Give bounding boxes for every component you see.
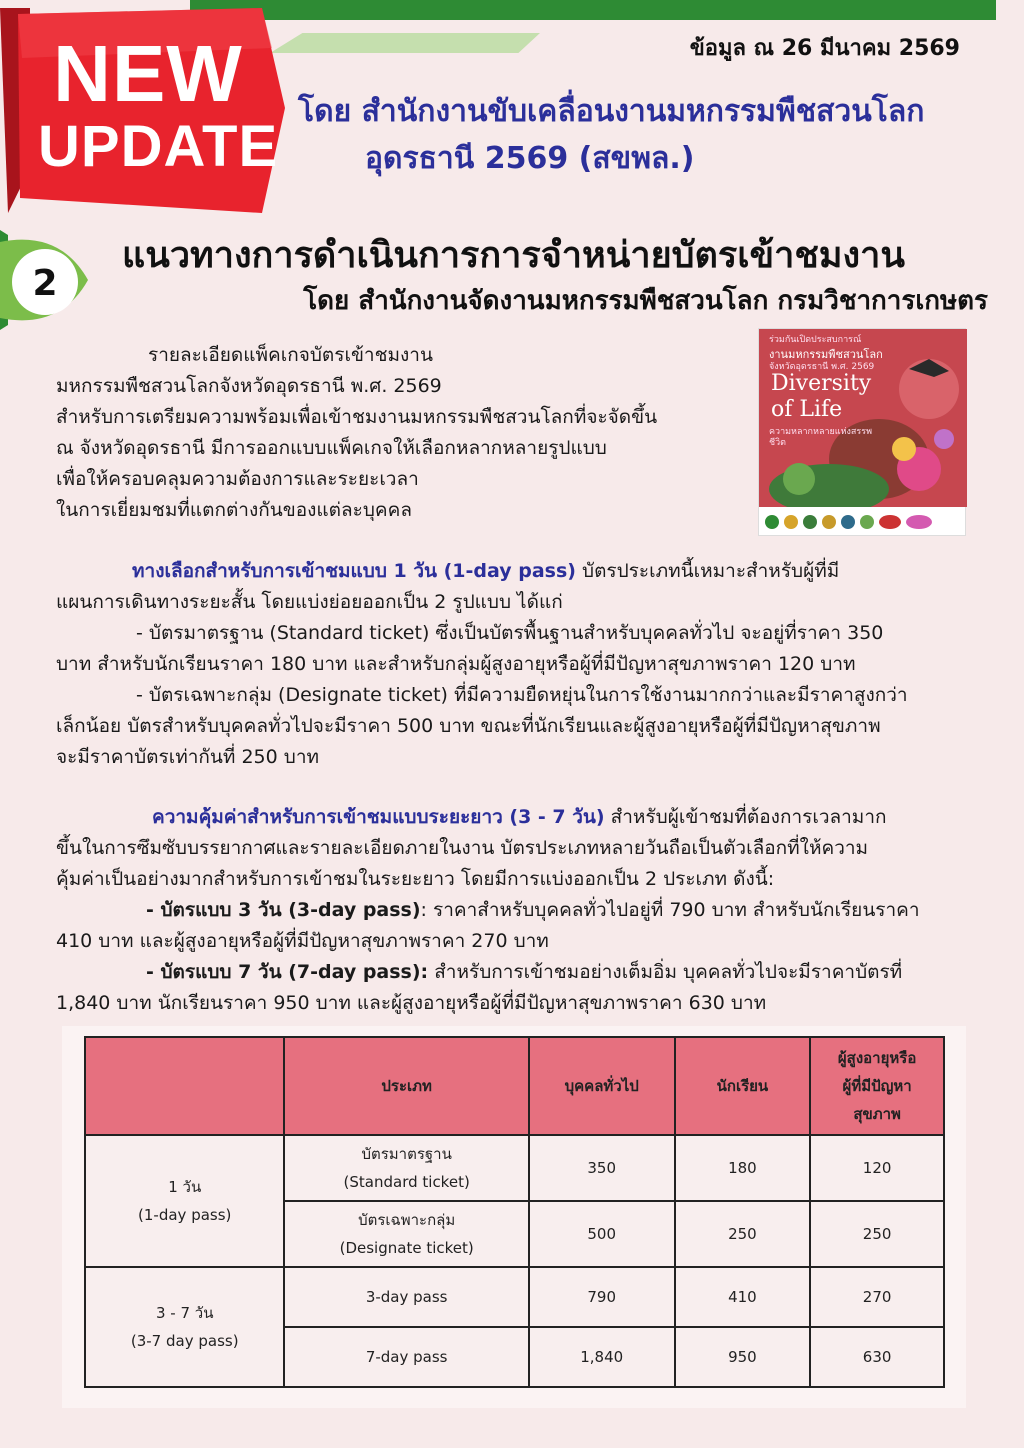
one-day-pass-section bbox=[56, 556, 968, 773]
paragraph-line: เล็กน้อย บัตรสำหรับบุคคลทั่วไปจะมีราคา 500 บาท ขณะที่นักเรียนและผู้สูงอายุหรือผู้ที่มีปัญหาสุขภาพ bbox=[56, 715, 881, 737]
group-cell-one-day bbox=[85, 1135, 284, 1267]
group-label: (1-day pass) bbox=[138, 1206, 232, 1224]
paragraph-line: บาท สำหรับนักเรียนราคา 180 บาท และสำหรับกลุ่มผู้สูงอายุหรือผู้ที่มีปัญหาสุขภาพราคา 120 บาท bbox=[56, 653, 856, 675]
header-line: ผู้สูงอายุหรือ bbox=[837, 1049, 917, 1067]
poster-title bbox=[771, 371, 871, 423]
type-cell: 3-day pass bbox=[284, 1267, 528, 1327]
paragraph-line: ขึ้นในการซึมซับบรรยากาศและรายละเอียดภายในงาน บัตรประเภทหลายวันถือเป็นตัวเลือกที่ให้ความ bbox=[56, 837, 869, 859]
header-cell-type: ประเภท bbox=[284, 1037, 528, 1135]
price-elderly: 120 bbox=[810, 1135, 944, 1201]
type-cell bbox=[284, 1135, 528, 1201]
header-cell-general: บุคคลทั่วไป bbox=[529, 1037, 675, 1135]
paragraph-line: แผนการเดินทางระยะสั้น โดยแบ่งย่อยออกเป็น 2 รูปแบบ ได้แก่ bbox=[56, 591, 563, 613]
table-row bbox=[85, 1267, 944, 1327]
poster-event-name: งานมหกรรมพืชสวนโลก bbox=[769, 348, 883, 361]
paragraph-line bbox=[56, 802, 968, 833]
ticket-price-table bbox=[84, 1036, 945, 1388]
organization-line-1: โดย สำนักงานขับเคลื่อนงานมหกรรมพืชสวนโลก bbox=[298, 94, 925, 129]
type-label: บัตรเฉพาะกลุ่ม bbox=[358, 1211, 456, 1229]
logo-icon bbox=[879, 515, 901, 529]
paragraph-line: คุ้มค่าเป็นอย่างมากสำหรับการเข้าชมในระยะยาว โดยมีการแบ่งออกเป็น 2 ประเภท ดังนี้: bbox=[56, 868, 775, 890]
ticket-price-table-panel bbox=[62, 1026, 966, 1408]
multi-day-pass-section bbox=[56, 802, 968, 1019]
table-header-row bbox=[85, 1037, 944, 1135]
one-day-heading: ทางเลือกสำหรับการเข้าชมแบบ 1 วัน (1-day pass) bbox=[132, 560, 576, 582]
intro-line: สำหรับการเตรียมความพร้อมเพื่อเข้าชมงานมหกรรมพืชสวนโลกที่จะจัดขึ้น bbox=[56, 406, 658, 428]
type-cell: 7-day pass bbox=[284, 1327, 528, 1387]
logo-icon bbox=[906, 515, 932, 529]
header-line: ผู้ที่มีปัญหา bbox=[842, 1077, 912, 1095]
logo-icon bbox=[803, 515, 817, 529]
price-general: 350 bbox=[529, 1135, 675, 1201]
data-date: ข้อมูล ณ 26 มีนาคม 2569 bbox=[689, 36, 960, 61]
paragraph-line bbox=[56, 556, 968, 587]
ribbon-update-text: UPDATE bbox=[38, 114, 279, 179]
paragraph-line: - บัตรเฉพาะกลุ่ม (Designate ticket) ที่มีความยืดหยุ่นในการใช้งานมากกว่าและมีราคาสูงกว่า bbox=[136, 684, 908, 706]
top-green-bar bbox=[190, 0, 996, 20]
logo-icon bbox=[860, 515, 874, 529]
price-general: 790 bbox=[529, 1267, 675, 1327]
price-elderly: 270 bbox=[810, 1267, 944, 1327]
new-update-ribbon bbox=[0, 8, 285, 213]
header-cell-blank bbox=[85, 1037, 284, 1135]
group-cell-multi-day bbox=[85, 1267, 284, 1387]
type-cell bbox=[284, 1201, 528, 1267]
poster-title-line-1: Diversity bbox=[771, 371, 872, 396]
text-span: สำหรับการเข้าชมอย่างเต็มอิ่ม บุคคลทั่วไปจะมีราคาบัตรที่ bbox=[428, 961, 903, 983]
poster-title-line-2: of Life bbox=[771, 397, 843, 422]
text-span-bold: - บัตรแบบ 7 วัน (7-day pass): bbox=[146, 961, 429, 983]
logo-icon bbox=[841, 515, 855, 529]
text-span-bold: - บัตรแบบ 3 วัน (3-day pass) bbox=[146, 899, 421, 921]
price-elderly: 630 bbox=[810, 1327, 944, 1387]
logo-icon bbox=[822, 515, 836, 529]
paragraph-line: จะมีราคาบัตรเท่ากันที่ 250 บาท bbox=[56, 746, 320, 768]
section-subtitle: โดย สำนักงานจัดงานมหกรรมพืชสวนโลก กรมวิชาการเกษตร bbox=[303, 286, 988, 316]
paragraph-line: 410 บาท และผู้สูงอายุหรือผู้ที่มีปัญหาสุขภาพราคา 270 บาท bbox=[56, 930, 549, 952]
intro-line: ในการเยี่ยมชมที่แตกต่างกันของแต่ละบุคคล bbox=[56, 499, 412, 521]
poster-logos bbox=[765, 513, 961, 531]
paragraph-line bbox=[56, 895, 968, 926]
intro-line: ณ จังหวัดอุดรธานี มีการออกแบบแพ็คเกจให้เลือกหลากหลายรูปแบบ bbox=[56, 437, 607, 459]
multi-day-heading: ความคุ้มค่าสำหรับการเข้าชมแบบระยะยาว (3 - 7 วัน) bbox=[152, 806, 605, 828]
section-number: 2 bbox=[32, 262, 58, 304]
group-label: 1 วัน bbox=[168, 1178, 202, 1196]
text-span: บัตรประเภทนี้เหมาะสำหรับผู้ที่มี bbox=[575, 560, 840, 582]
price-student: 950 bbox=[675, 1327, 811, 1387]
section-title: แนวทางการดำเนินการการจำหน่ายบัตรเข้าชมงาน bbox=[122, 235, 905, 276]
table-row bbox=[85, 1135, 944, 1201]
paragraph-line: - บัตรมาตรฐาน (Standard ticket) ซึ่งเป็นบัตรพื้นฐานสำหรับบุคคลทั่วไป จะอยู่ที่ราคา 350 bbox=[136, 622, 884, 644]
intro-line: มหกรรมพืชสวนโลกจังหวัดอุดรธานี พ.ศ. 2569 bbox=[56, 375, 442, 397]
price-student: 180 bbox=[675, 1135, 811, 1201]
type-label: (Standard ticket) bbox=[343, 1173, 470, 1191]
intro-paragraph bbox=[56, 340, 736, 526]
ribbon-new-text: NEW bbox=[53, 29, 243, 118]
text-span: สำหรับผู้เข้าชมที่ต้องการเวลามาก bbox=[604, 806, 887, 828]
event-poster bbox=[758, 328, 966, 536]
header-cell-elderly bbox=[810, 1037, 944, 1135]
group-label: 3 - 7 วัน bbox=[155, 1304, 214, 1322]
poster-description: ความหลากหลายแห่งสรรพชีวิต bbox=[769, 427, 873, 448]
paragraph-line: 1,840 บาท นักเรียนราคา 950 บาท และผู้สูงอายุหรือผู้ที่มีปัญหาสุขภาพราคา 630 บาท bbox=[56, 992, 767, 1014]
price-general: 1,840 bbox=[529, 1327, 675, 1387]
intro-line: รายละเอียดแพ็คเกจบัตรเข้าชมงาน bbox=[148, 344, 433, 366]
header-cell-student: นักเรียน bbox=[675, 1037, 811, 1135]
type-label: (Designate ticket) bbox=[339, 1239, 474, 1257]
price-general: 500 bbox=[529, 1201, 675, 1267]
poster-event-sub: จังหวัดอุดรธานี พ.ศ. 2569 bbox=[769, 362, 875, 372]
price-elderly: 250 bbox=[810, 1201, 944, 1267]
price-student: 410 bbox=[675, 1267, 811, 1327]
intro-line: เพื่อให้ครอบคลุมความต้องการและระยะเวลา bbox=[56, 468, 419, 490]
group-label: (3-7 day pass) bbox=[130, 1332, 239, 1350]
poster-artwork bbox=[759, 329, 967, 507]
type-label: บัตรมาตรฐาน bbox=[361, 1145, 452, 1163]
header-line: สุขภาพ bbox=[853, 1105, 901, 1123]
price-student: 250 bbox=[675, 1201, 811, 1267]
paragraph-line bbox=[56, 957, 968, 988]
text-span: : ราคาสำหรับบุคคลทั่วไปอยู่ที่ 790 บาท สำหรับนักเรียนราคา bbox=[420, 899, 920, 921]
logo-icon bbox=[784, 515, 798, 529]
organization-line-2: อุดรธานี 2569 (สขพล.) bbox=[365, 141, 695, 176]
poster-top-text: ร่วมกันเปิดประสบการณ์ bbox=[769, 335, 862, 345]
top-light-green-bar bbox=[270, 33, 540, 53]
logo-icon bbox=[765, 515, 779, 529]
